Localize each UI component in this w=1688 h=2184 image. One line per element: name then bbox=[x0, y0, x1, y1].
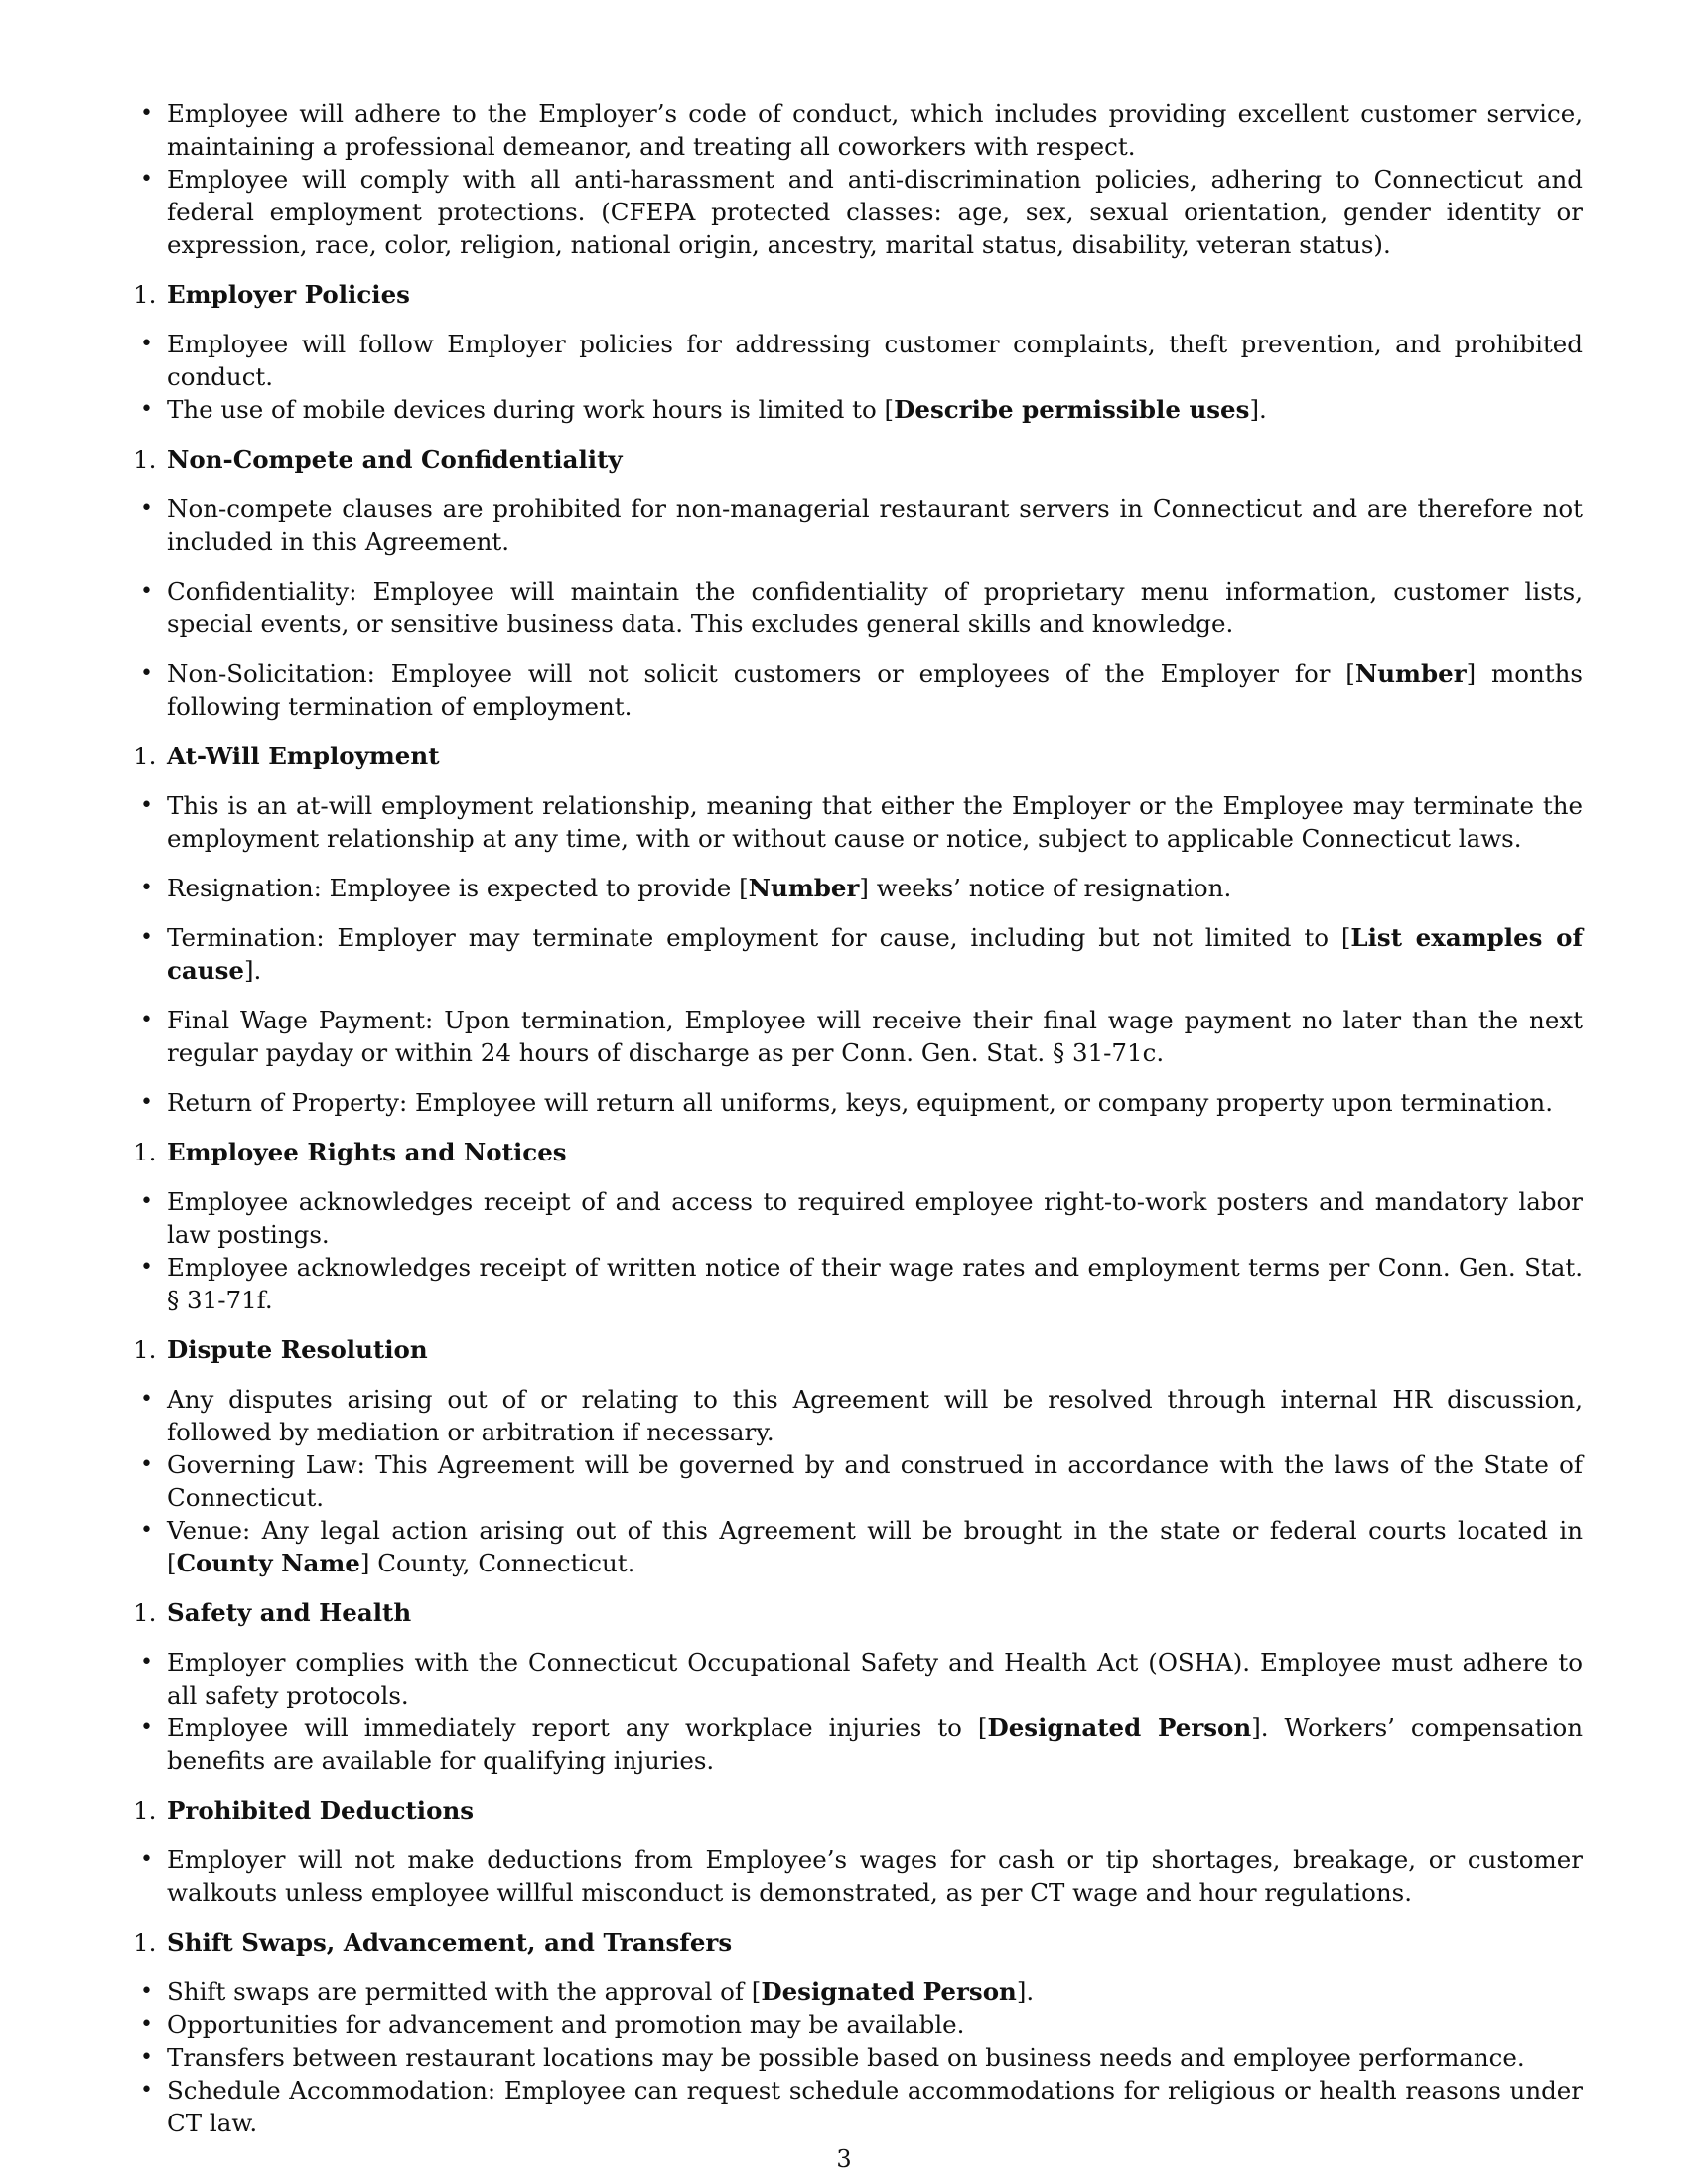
dispute-resolution-list bbox=[133, 1383, 1583, 1579]
placeholder-field: Describe permissible uses bbox=[894, 395, 1250, 424]
list-item: • The use of mobile devices during work hours is limited to [Describe permissible uses]. bbox=[133, 393, 1583, 426]
placeholder-field: Number bbox=[1354, 659, 1467, 688]
placeholder-field: List examples of cause bbox=[167, 923, 1583, 985]
list-item: • Employee acknowledges receipt of and access to required employee right-to-work posters and mandatory labor law postings. bbox=[133, 1185, 1583, 1251]
list-item: • Resignation: Employee is expected to provide [Number] weeks’ notice of resignation. bbox=[133, 872, 1583, 904]
list-item: • Venue: Any legal action arising out of this Agreement will be brought in the state or federal courts located in [County Name] County, Connecticut. bbox=[133, 1514, 1583, 1579]
placeholder-field: Designated Person bbox=[987, 1713, 1252, 1742]
list-item: • Confidentiality: Employee will maintain the confidentiality of proprietary menu information, customer lists, special events, or sensitive business data. This excludes general skills and knowledge. bbox=[133, 575, 1583, 640]
list-item: • This is an at-will employment relationship, meaning that either the Employer or the Employee may terminate the employment relationship at any time, with or without cause or notice, subject to applicable Connecticut laws. bbox=[133, 789, 1583, 855]
page-number: 3 bbox=[836, 2145, 852, 2173]
list-item: • Final Wage Payment: Upon termination, Employee will receive their final wage payment no later than the next regular payday or within 24 hours of discharge as per Conn. Gen. Stat. § 31-71c. bbox=[133, 1004, 1583, 1069]
list-item: • Employer will not make deductions from Employee’s wages for cash or tip shortages, breakage, or customer walkouts unless employee willful misconduct is demonstrated, as per CT wage and hour regulations. bbox=[133, 1843, 1583, 1909]
non-compete-list bbox=[133, 492, 1583, 723]
section-heading-non-compete: 1. Non-Compete and Confidentiality bbox=[133, 445, 623, 474]
list-item: • Any disputes arising out of or relating to this Agreement will be resolved through internal HR discussion, followed by mediation or arbitration if necessary. bbox=[133, 1383, 1583, 1448]
list-item: • Non-Solicitation: Employee will not solicit customers or employees of the Employer for [Number] months following termination of employment. bbox=[133, 657, 1583, 723]
employer-policies-list bbox=[133, 328, 1583, 426]
employee-rights-list bbox=[133, 1185, 1583, 1316]
list-item: • Return of Property: Employee will return all uniforms, keys, equipment, or company property upon termination. bbox=[133, 1086, 1583, 1119]
list-item: • Employee acknowledges receipt of written notice of their wage rates and employment terms per Conn. Gen. Stat. § 31-71f. bbox=[133, 1251, 1583, 1316]
section-heading-shift-swaps: 1. Shift Swaps, Advancement, and Transfers bbox=[133, 1928, 733, 1957]
placeholder-field: Designated Person bbox=[761, 1978, 1017, 2006]
intro-bullet-list bbox=[133, 97, 1583, 261]
section-heading-at-will: 1. At-Will Employment bbox=[133, 742, 440, 770]
list-item: • Transfers between restaurant locations may be possible based on business needs and employee performance. bbox=[133, 2041, 1583, 2074]
intro-bullet-code-of-conduct: • Employee will adhere to the Employer’s code of conduct, which includes providing excellent customer service, maintaining a professional demeanor, and treating all coworkers with respect. bbox=[133, 97, 1583, 163]
list-item: • Schedule Accommodation: Employee can request schedule accommodations for religious or health reasons under CT law. bbox=[133, 2074, 1583, 2139]
section-heading-safety-health: 1. Safety and Health bbox=[133, 1598, 412, 1627]
placeholder-field: Number bbox=[748, 874, 860, 902]
section-heading-employer-policies: 1. Employer Policies bbox=[133, 280, 410, 309]
section-heading-employee-rights: 1. Employee Rights and Notices bbox=[133, 1138, 567, 1166]
list-item: • Opportunities for advancement and promotion may be available. bbox=[133, 2008, 1583, 2041]
list-item: • Termination: Employer may terminate employment for cause, including but not limited to [List examples of cause]. bbox=[133, 921, 1583, 987]
at-will-list bbox=[133, 789, 1583, 1119]
document-page bbox=[133, 97, 1583, 2139]
list-item: • Non-compete clauses are prohibited for non-managerial restaurant servers in Connecticut and are therefore not included in this Agreement. bbox=[133, 492, 1583, 558]
section-heading-prohibited-deductions: 1. Prohibited Deductions bbox=[133, 1796, 475, 1825]
intro-bullet-anti-harassment: • Employee will comply with all anti-harassment and anti-discrimination policies, adhering to Connecticut and federal employment protections. (CFEPA protected classes: age, sex, sexual orientation, gender identity or expression, race, color, religion, national origin, ancestry, marital status, disability, veteran status). bbox=[133, 163, 1583, 261]
prohibited-deductions-list bbox=[133, 1843, 1583, 1909]
shift-swaps-list bbox=[133, 1976, 1583, 2139]
list-item: • Employee will immediately report any workplace injuries to [Designated Person]. Workers’ compensation benefits are available for qualifying injuries. bbox=[133, 1711, 1583, 1777]
section-heading-dispute-resolution: 1. Dispute Resolution bbox=[133, 1335, 428, 1364]
list-item: • Shift swaps are permitted with the approval of [Designated Person]. bbox=[133, 1976, 1583, 2008]
list-item: • Employee will follow Employer policies for addressing customer complaints, theft prevention, and prohibited conduct. bbox=[133, 328, 1583, 393]
list-item: • Governing Law: This Agreement will be governed by and construed in accordance with the laws of the State of Connecticut. bbox=[133, 1448, 1583, 1514]
safety-health-list bbox=[133, 1646, 1583, 1777]
placeholder-field: County Name bbox=[176, 1549, 360, 1577]
list-item: • Employer complies with the Connecticut Occupational Safety and Health Act (OSHA). Employee must adhere to all safety protocols. bbox=[133, 1646, 1583, 1711]
